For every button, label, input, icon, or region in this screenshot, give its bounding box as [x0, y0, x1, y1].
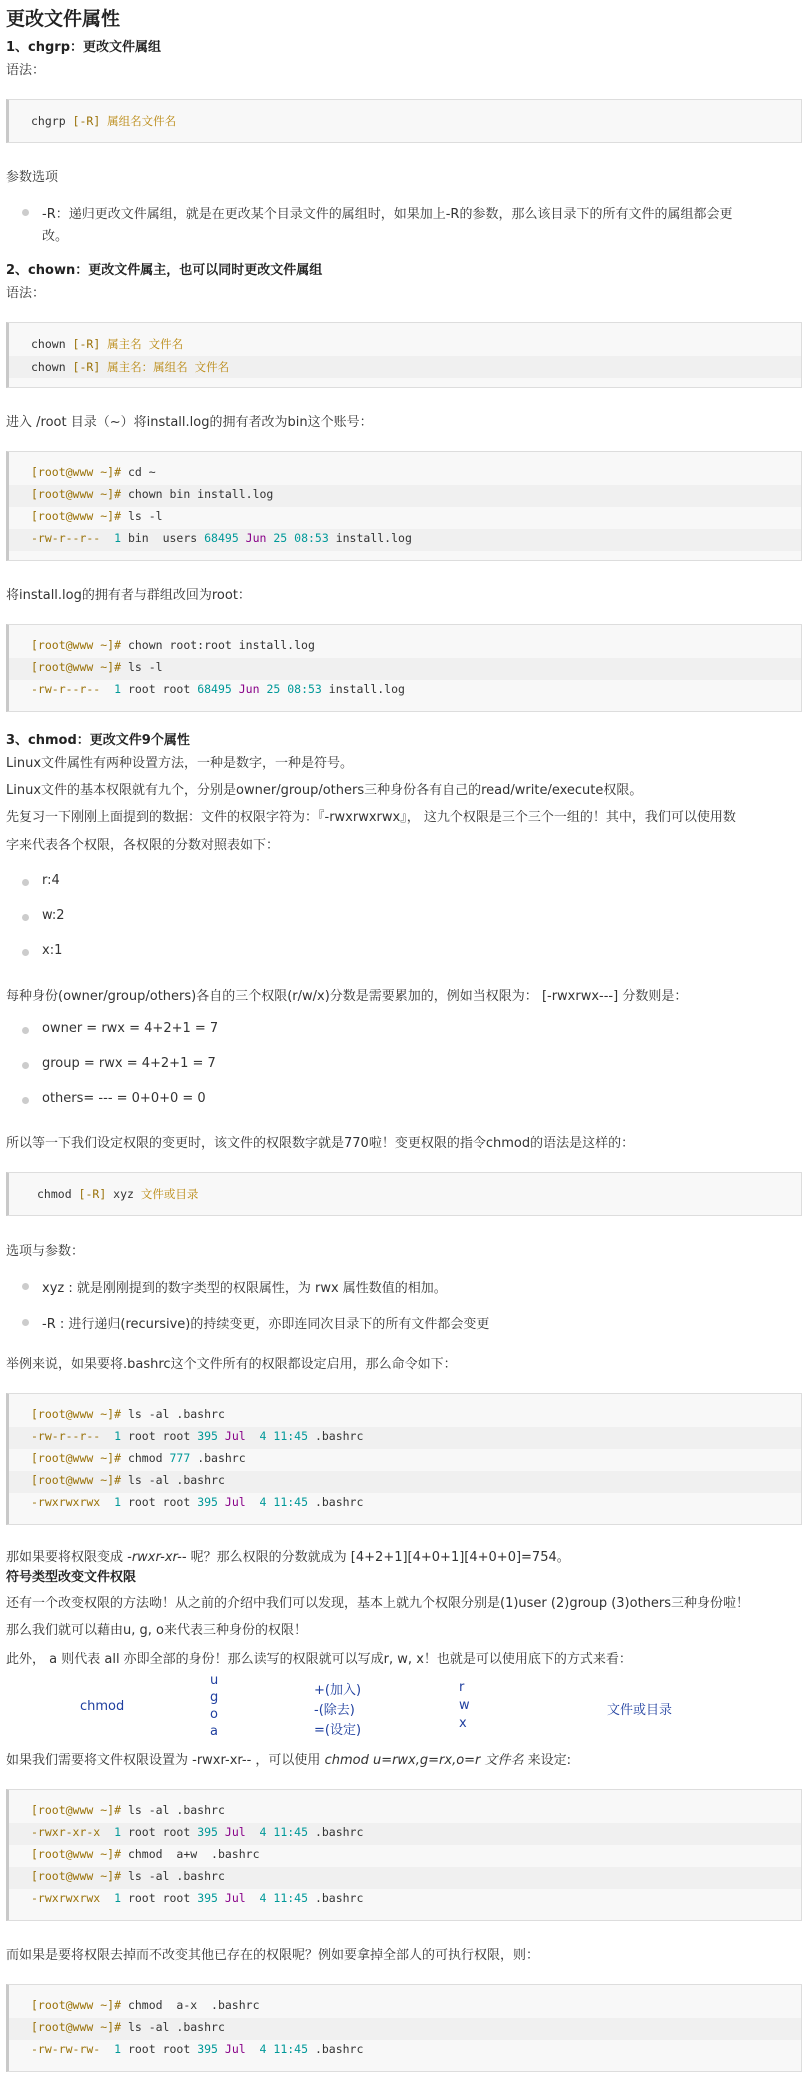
options-label: 选项与参数：	[6, 1244, 85, 1259]
code-line: -rwxrwxrwx 1 root root 395 Jul 4 11:45 .bashrc	[31, 1891, 364, 1905]
table-who: u	[210, 1673, 219, 1688]
syntax-label: 语法：	[6, 63, 46, 78]
code-line: [root@www ~]# ls -l	[31, 660, 163, 674]
code-line: -rw-rw-rw- 1 root root 395 Jul 4 11:45 .bashrc	[31, 2042, 364, 2056]
paragraph: 先复习一下刚刚上面提到的数据：文件的权限字符为：『-rwxrwxrwx』， 这九个权限是三个三个一组的！其中，我们可以使用数	[6, 810, 736, 825]
bullet-text: 改。	[42, 229, 69, 244]
code-line: [root@www ~]# chmod 777 .bashrc	[31, 1451, 246, 1465]
text: 那如果要将权限变成	[6, 1550, 128, 1565]
paragraph: 所以等一下我们设定权限的变更时，该文件的权限数字就是770啦！变更权限的指令chmod的语法是这样的：	[6, 1136, 635, 1151]
bullet-dot	[22, 1097, 29, 1104]
code-block-chown-example	[6, 451, 802, 561]
page-title: 更改文件属性	[6, 8, 121, 30]
code-block-chmod-syntax	[6, 1172, 802, 1216]
code-block-chown-restore	[6, 624, 802, 712]
table-who: o	[210, 1707, 218, 1722]
code-line: chown [-R] 属主名：属组名 文件名	[31, 360, 230, 374]
code-line: -rw-r--r-- 1 bin users 68495 Jun 25 08:53 install.log	[31, 531, 412, 545]
bullet-dot	[22, 949, 29, 956]
section-heading-chown: 2、chown：更改文件属主，也可以同时更改文件属组	[6, 263, 323, 278]
list-item: owner = rwx = 4+2+1 = 7	[42, 1021, 219, 1036]
bullet-dot	[22, 1027, 29, 1034]
text: 如果我们需要将文件权限设置为 -rwxr-xr-- ，可以使用	[6, 1753, 325, 1768]
bullet-dot	[22, 914, 29, 921]
code-line: chgrp [-R] 属组名文件名	[31, 114, 177, 128]
code-line: [root@www ~]# ls -al .bashrc	[31, 1803, 225, 1817]
section-heading-chmod: 3、chmod：更改文件9个属性	[6, 733, 190, 748]
text: -rwxr-xr--	[127, 1550, 187, 1565]
bullet-dot	[22, 209, 29, 216]
table-cmd: chmod	[80, 1699, 125, 1714]
table-op: +(加入)	[314, 1683, 362, 1698]
code-line: [root@www ~]# ls -al .bashrc	[31, 1473, 225, 1487]
params-label: 参数选项	[6, 170, 59, 185]
subheading-symbolic: 符号类型改变文件权限	[6, 1570, 137, 1585]
text: 来设定:	[523, 1753, 572, 1768]
code-line: [root@www ~]# ls -l	[31, 509, 163, 523]
table-perm: r	[459, 1680, 465, 1695]
code-block-chgrp	[6, 99, 802, 143]
table-perm: x	[459, 1716, 467, 1731]
section-heading-chgrp: 1、chgrp：更改文件属组	[6, 40, 162, 55]
paragraph	[6, 1749, 571, 1768]
table-perm: w	[459, 1698, 470, 1713]
code-line: chmod [-R] xyz 文件或目录	[37, 1187, 199, 1201]
text: chmod u=rwx,g=rx,o=r 文件名	[324, 1753, 524, 1768]
list-item: w:2	[42, 908, 65, 923]
list-item: group = rwx = 4+2+1 = 7	[42, 1056, 216, 1071]
syntax-label: 语法：	[6, 286, 46, 301]
table-who: g	[210, 1690, 219, 1705]
code-line: -rwxrwxrwx 1 root root 395 Jul 4 11:45 .bashrc	[31, 1495, 364, 1509]
table-op: =(设定)	[314, 1723, 362, 1738]
list-item: -R : 进行递归(recursive)的持续变更，亦即连同次目录下的所有文件都会变更	[42, 1317, 490, 1332]
code-line: [root@www ~]# chown root:root install.log	[31, 638, 315, 652]
code-line: -rw-r--r-- 1 root root 68495 Jun 25 08:53 install.log	[31, 682, 405, 696]
code-block-chown-syntax	[6, 322, 802, 388]
paragraph: Linux文件的基本权限就有九个，分别是owner/group/others三种身份各有自己的read/write/execute权限。	[6, 783, 643, 798]
table-op: -(除去)	[314, 1703, 355, 1718]
code-line: [root@www ~]# chmod a+w .bashrc	[31, 1847, 260, 1861]
code-line: [root@www ~]# chmod a-x .bashrc	[31, 1998, 260, 2012]
code-line: -rw-r--r-- 1 root root 395 Jul 4 11:45 .bashrc	[31, 1429, 364, 1443]
paragraph: 此外， a 则代表 all 亦即全部的身份！那么读写的权限就可以写成r, w, x！也就是可以使用底下的方式来看：	[6, 1652, 632, 1667]
table-who: a	[210, 1724, 218, 1739]
paragraph: 进入 /root 目录（~）将install.log的拥有者改为bin这个账号：	[6, 415, 373, 430]
paragraph: 将install.log的拥有者与群组改回为root：	[6, 588, 251, 603]
paragraph: 每种身份(owner/group/others)各自的三个权限(r/w/x)分数是需要累加的，例如当权限为： [-rwxrwx---] 分数则是：	[6, 989, 688, 1004]
bullet-dot	[22, 1319, 29, 1326]
code-block-chmod-ax	[6, 1984, 802, 2072]
code-line: [root@www ~]# chown bin install.log	[31, 487, 274, 501]
list-item: others= --- = 0+0+0 = 0	[42, 1091, 206, 1106]
paragraph: 还有一个改变权限的方法呦！从之前的介绍中我们可以发现，基本上就九个权限分别是(1)user (2)group (3)others三种身份啦！	[6, 1596, 750, 1611]
code-line: [root@www ~]# ls -al .bashrc	[31, 1869, 225, 1883]
paragraph: 字来代表各个权限，各权限的分数对照表如下：	[6, 838, 280, 853]
code-block-chmod-777	[6, 1393, 802, 1525]
paragraph: Linux文件属性有两种设置方法，一种是数字，一种是符号。	[6, 756, 354, 771]
code-line: [root@www ~]# ls -al .bashrc	[31, 1407, 225, 1421]
bullet-dot	[22, 1283, 29, 1290]
list-item: x:1	[42, 943, 63, 958]
code-line: [root@www ~]# ls -al .bashrc	[31, 2020, 225, 2034]
table-target: 文件或目录	[607, 1703, 673, 1718]
code-line: [root@www ~]# cd ~	[31, 465, 156, 479]
code-line: -rwxr-xr-x 1 root root 395 Jul 4 11:45 .bashrc	[31, 1825, 364, 1839]
paragraph	[6, 1546, 570, 1565]
text: 呢？那么权限的分数就成为 [4+2+1][4+0+1][4+0+0]=754。	[186, 1550, 570, 1565]
paragraph: 而如果是要将权限去掉而不改变其他已存在的权限呢？例如要拿掉全部人的可执行权限，则：	[6, 1948, 540, 1963]
paragraph: 举例来说，如果要将.bashrc这个文件所有的权限都设定启用，那么命令如下：	[6, 1357, 457, 1372]
code-block-chmod-aw	[6, 1789, 802, 1921]
list-item: r:4	[42, 873, 60, 888]
bullet-dot	[22, 1062, 29, 1069]
code-line: chown [-R] 属主名 文件名	[31, 337, 184, 351]
list-item: xyz : 就是刚刚提到的数字类型的权限属性，为 rwx 属性数值的相加。	[42, 1281, 447, 1296]
bullet-text: -R：递归更改文件属组，就是在更改某个目录文件的属组时，如果加上-R的参数，那么该目录下的所有文件的属组都会更	[42, 207, 733, 222]
bullet-dot	[22, 879, 29, 886]
paragraph: 那么我们就可以藉由u, g, o来代表三种身份的权限！	[6, 1623, 307, 1638]
